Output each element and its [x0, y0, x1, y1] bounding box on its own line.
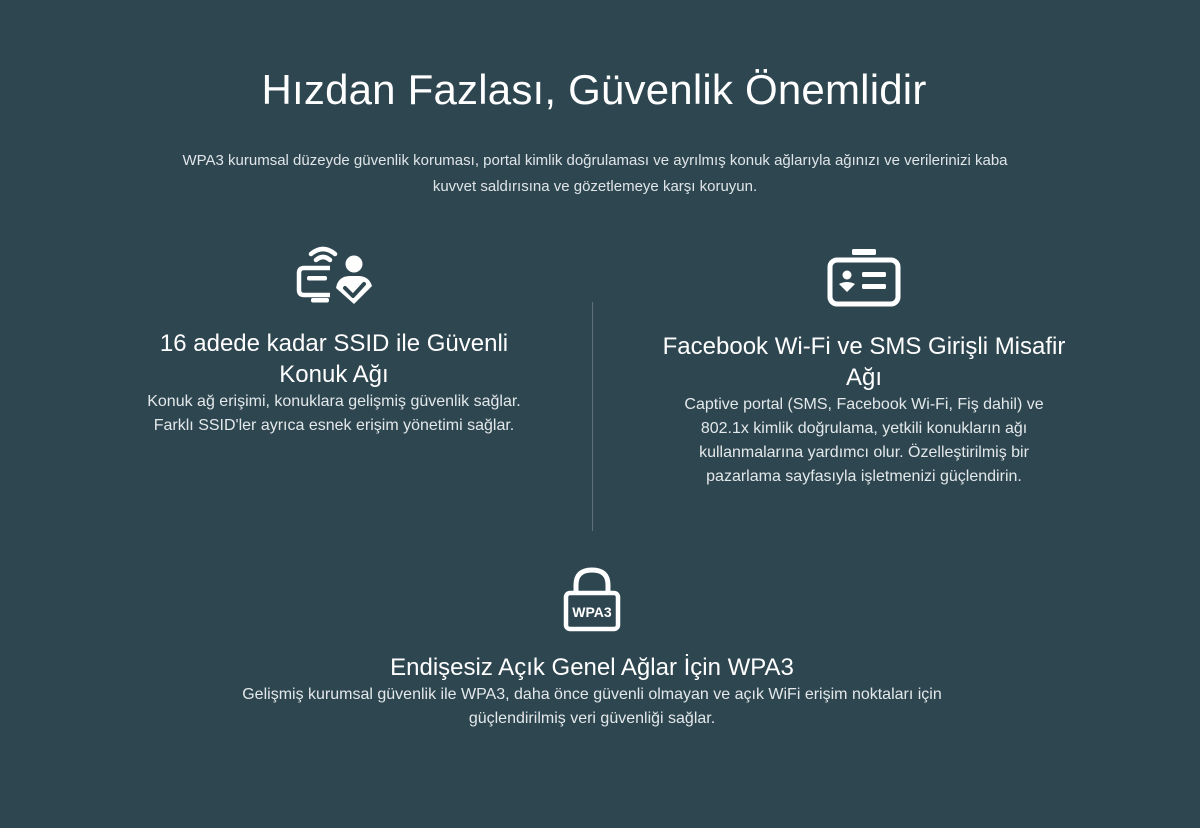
feature-description: Captive portal (SMS, Facebook Wi-Fi, Fiş dahil) ve 802.1x kimlik doğrulama, yetkili konukların ağı kullanmalarına yardımcı olur. Özelleştirilmiş bir pazarlama sayfasıyla işletmenizi güçlendirin. [684, 396, 1044, 485]
feature-title: 16 adede kadar SSID ile Güvenli Konuk Ağı [159, 330, 509, 388]
feature-title: Endişesiz Açık Genel Ağlar İçin WPA3 [390, 654, 794, 681]
feature-description: Gelişmiş kurumsal güvenlik ile WPA3, daha önce güvenli olmayan ve açık WiFi erişim noktaları için güçlendirilmiş veri güvenliği sağlar. [242, 686, 942, 727]
id-card-icon [826, 246, 902, 308]
page-title: Hızdan Fazlası, Güvenlik Önemlidir [261, 66, 927, 113]
intro-text: WPA3 kurumsal düzeyde güvenlik koruması, portal kimlik doğrulaması ve ayrılmış konuk ağlarıyla ağınızı ve verilerinizi kaba kuvvet saldırısına ve gözetlemeye karşı koruyun. [182, 152, 1008, 195]
feature-title: Facebook Wi-Fi ve SMS Girişli Misafir Ağı [662, 333, 1066, 391]
wpa3-lock-icon [562, 566, 622, 632]
feature-wpa3 [200, 566, 984, 731]
feature-captive-portal [662, 246, 1066, 489]
guest-network-icon [294, 238, 374, 308]
wpa3-label: WPA3 [572, 604, 612, 620]
feature-guest-network [140, 238, 528, 438]
divider [592, 302, 593, 531]
feature-description: Konuk ağ erişimi, konuklara gelişmiş güvenlik sağlar. Farklı SSID'ler ayrıca esnek erişim yönetimi sağlar. [147, 393, 521, 434]
